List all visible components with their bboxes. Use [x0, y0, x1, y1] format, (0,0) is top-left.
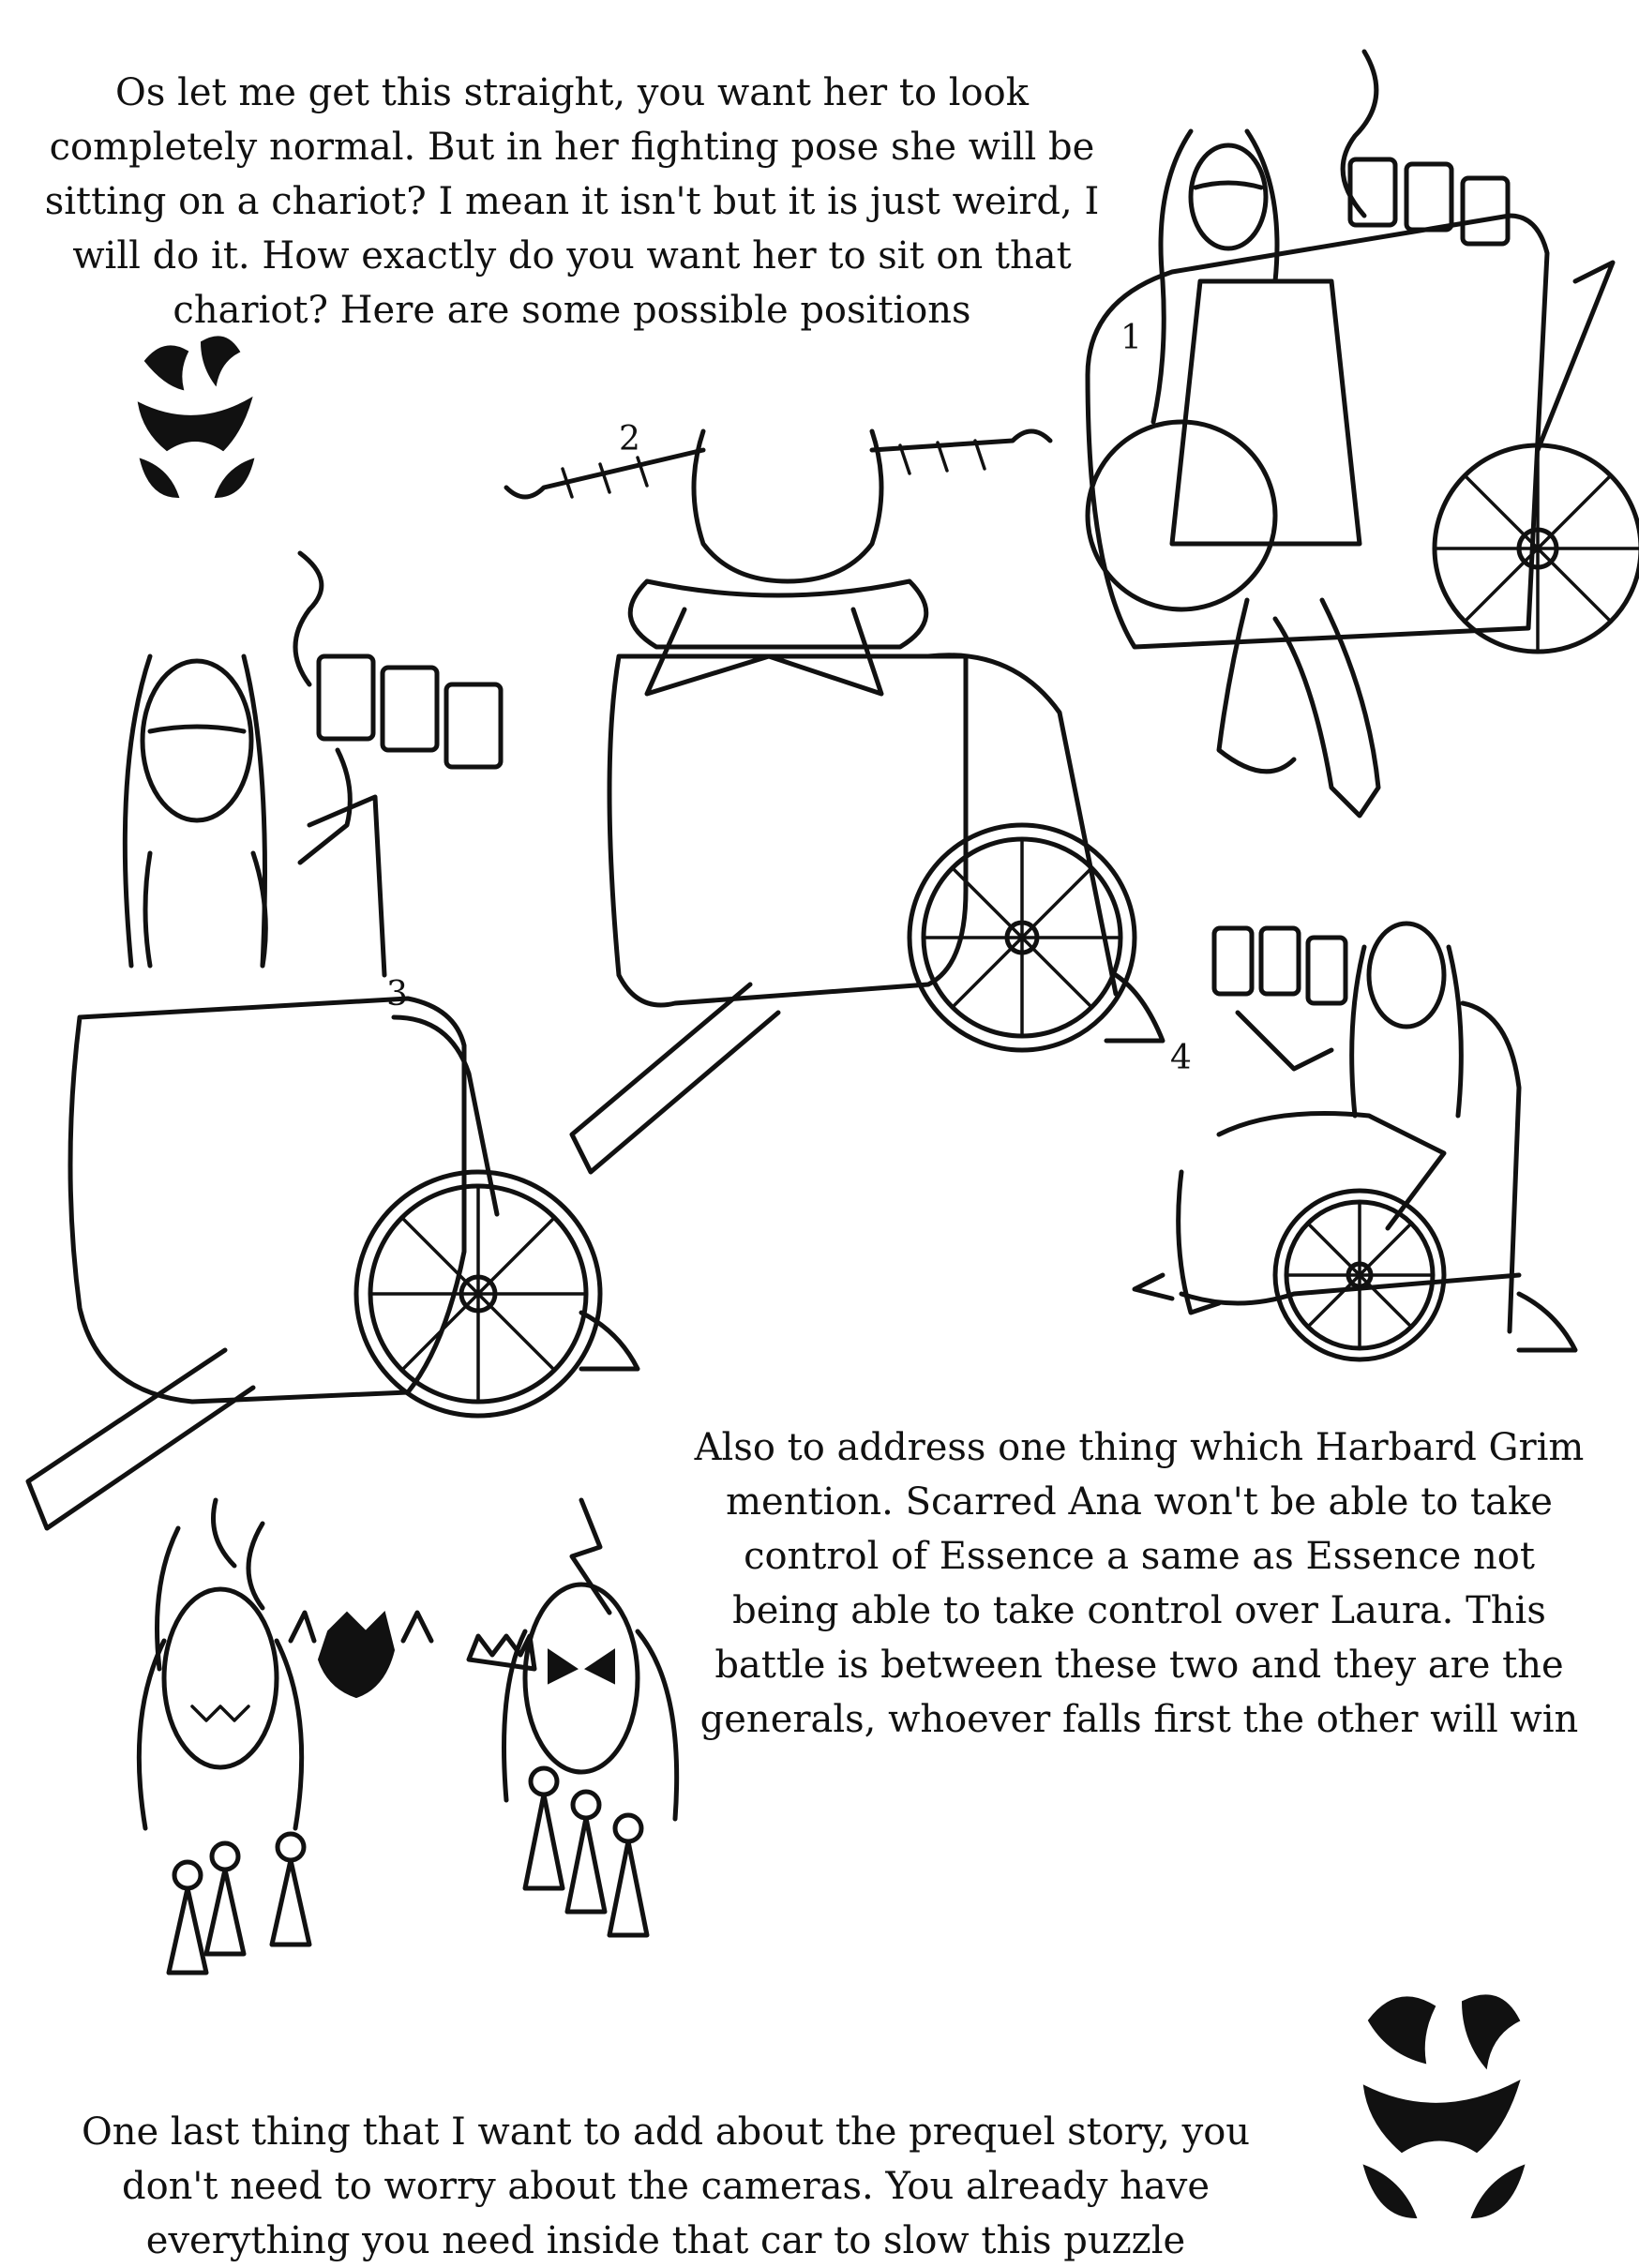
pose-label-4: 4 [1170, 1039, 1192, 1077]
pose-label-2: 2 [619, 420, 640, 458]
pose-1-drawing [1088, 52, 1639, 816]
pose-2-drawing [506, 431, 1163, 1172]
generals-and-pawns-drawing [139, 1500, 676, 1973]
closing-paragraph: One last thing that I want to add about the prequel story, you don't need to worry about the cameras. You already have everything you need inside that car to slow this puzzle [81, 2110, 1251, 2262]
middle-paragraph: Also to address one thing which Harbard Grim mention. Scarred Ana won't be able to take control of Essence a same as Essence not being able to take control over Laura. This battle is between these two and they are the generals, whoever falls first the other will win [694, 1426, 1585, 1741]
pose-label-3: 3 [386, 975, 408, 1014]
mask-emblem-top [139, 337, 253, 497]
pose-label-1: 1 [1120, 319, 1142, 357]
intro-paragraph: Os let me get this straight, you want her to look completely normal. But in her fighting pose she will be sitting on a chariot? I mean it isn't but it is just weird, I will do it. How exactly do you want her to sit on that chariot? Here are some possible positions [44, 71, 1100, 332]
mask-emblem-bottom [1364, 1995, 1524, 2217]
pawn-group-left [169, 1834, 309, 1973]
pawn-group-right [525, 1768, 647, 1935]
pose-3-drawing [28, 553, 638, 1528]
pose-4-drawing [1135, 924, 1575, 1359]
